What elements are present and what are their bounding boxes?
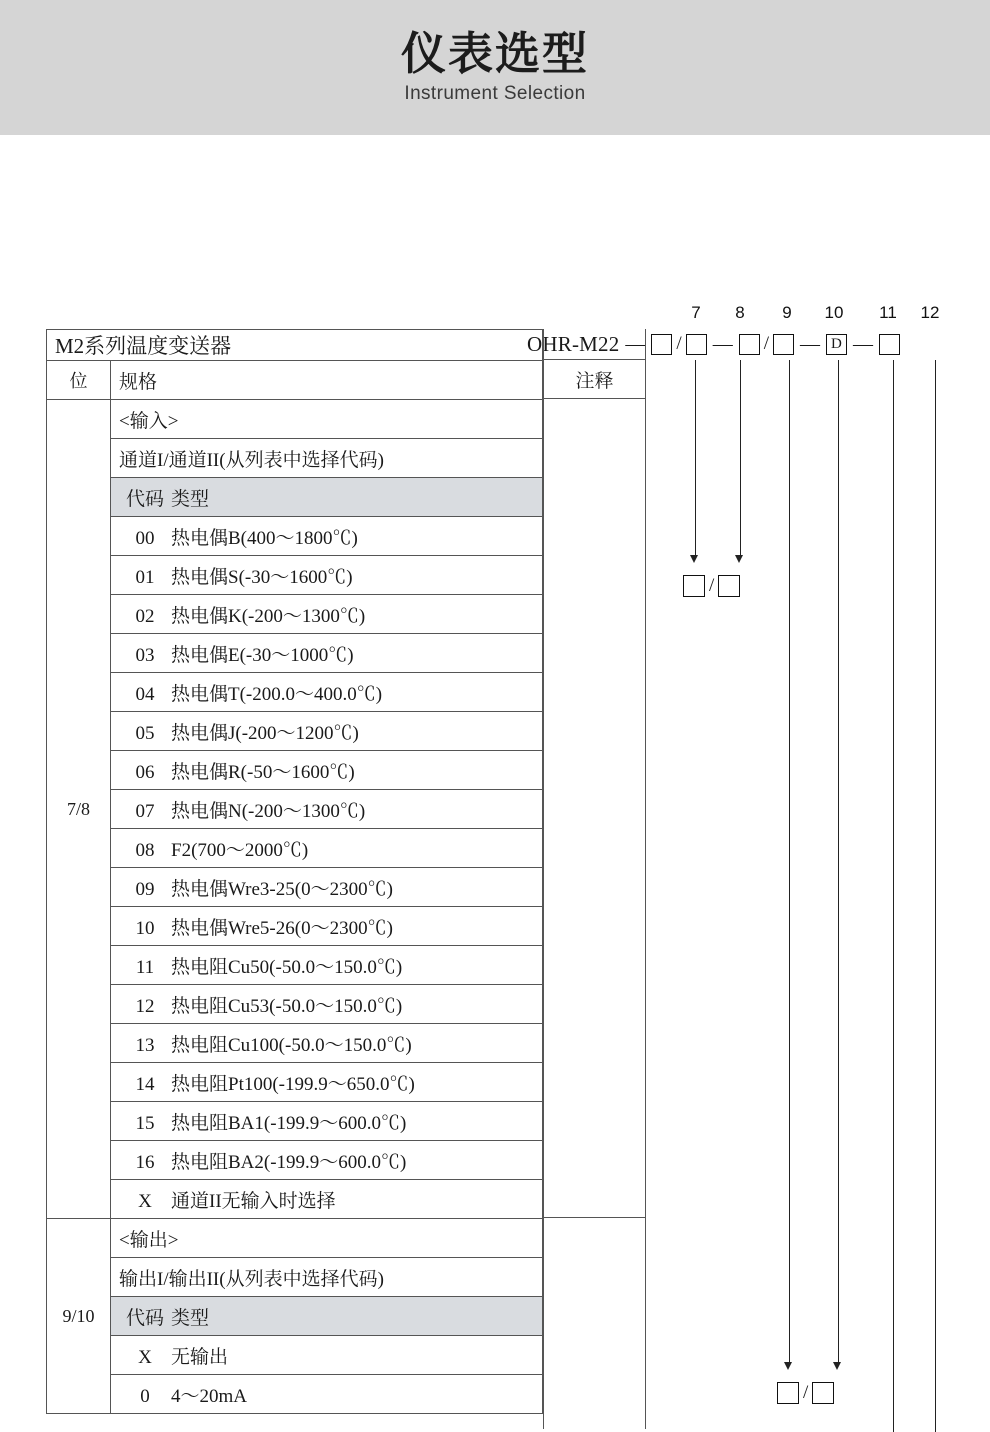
table-row[interactable] — [47, 1063, 543, 1102]
item-code: 0 — [140, 1385, 150, 1407]
item-code: 04 — [135, 683, 155, 705]
leader-line-10 — [838, 360, 839, 1365]
list-item[interactable] — [111, 985, 543, 1024]
table-row[interactable] — [47, 634, 543, 673]
table-row — [47, 1258, 543, 1297]
item-type: 热电偶Wre5-26(0～2300℃) — [171, 917, 393, 939]
code-box-11[interactable]: D — [826, 334, 847, 355]
list-item[interactable] — [111, 1180, 543, 1219]
list-item[interactable] — [111, 634, 543, 673]
table-row[interactable] — [47, 829, 543, 868]
section-position-input: 7/8 — [47, 400, 111, 1219]
code-box-12[interactable] — [879, 334, 900, 355]
item-code: X — [138, 1190, 152, 1212]
annotation-header: 注释 — [544, 360, 645, 399]
item-code: 16 — [135, 1151, 155, 1173]
table-row — [47, 1297, 543, 1336]
item-code: 09 — [135, 878, 155, 900]
item-type: 热电阻Pt100(-199.9～650.0℃) — [171, 1073, 415, 1095]
model-slash-2: / — [763, 333, 769, 354]
header-spec: 规格 — [111, 361, 543, 400]
leader-line-8 — [740, 360, 741, 558]
item-type: 无输出 — [171, 1346, 229, 1368]
code-box-9[interactable] — [739, 334, 760, 355]
list-item[interactable] — [111, 1375, 543, 1414]
table-row[interactable] — [47, 1024, 543, 1063]
item-type: 热电阻BA1(-199.9～600.0℃) — [171, 1112, 407, 1134]
list-item[interactable] — [111, 556, 543, 595]
list-header-code: 代码 — [125, 1307, 164, 1329]
table-row — [47, 400, 543, 439]
list-item[interactable] — [111, 829, 543, 868]
item-code: 08 — [135, 839, 155, 861]
section-subheading-output: 输出I/输出II(从列表中选择代码) — [111, 1258, 543, 1297]
specification-table — [46, 329, 543, 1414]
table-row[interactable] — [47, 1336, 543, 1375]
leader-line-9 — [789, 360, 790, 1365]
table-row[interactable] — [47, 1375, 543, 1414]
list-item[interactable] — [111, 517, 543, 556]
item-type: 热电偶Wre3-25(0～2300℃) — [171, 878, 393, 900]
model-dash-4: — — [852, 332, 873, 355]
input-channel-1-box[interactable] — [683, 575, 705, 597]
list-header-type: 类型 — [171, 488, 210, 510]
item-code: 12 — [135, 995, 155, 1017]
leader-line-11 — [893, 360, 894, 1432]
input-target-boxes — [683, 575, 740, 597]
code-box-7[interactable] — [651, 334, 672, 355]
leader-arrow-7 — [690, 555, 698, 563]
item-type: F2(700～2000℃) — [171, 839, 309, 861]
output-target-boxes — [777, 1382, 834, 1404]
item-code: 01 — [135, 566, 155, 588]
list-item[interactable] — [111, 1024, 543, 1063]
code-number-9: 9 — [782, 303, 792, 322]
list-item[interactable] — [111, 868, 543, 907]
code-number-7: 7 — [691, 303, 701, 322]
table-row[interactable] — [47, 673, 543, 712]
code-number-8: 8 — [735, 303, 745, 322]
list-header-output — [111, 1297, 543, 1336]
list-item[interactable] — [111, 1336, 543, 1375]
list-item[interactable] — [111, 595, 543, 634]
table-title-row — [47, 330, 543, 361]
output-channel-2-box[interactable] — [812, 1382, 834, 1404]
item-code: 06 — [135, 761, 155, 783]
code-box-10[interactable] — [773, 334, 794, 355]
code-number-12: 12 — [920, 303, 940, 322]
section-position-output: 9/10 — [47, 1219, 111, 1414]
leader-arrow-9 — [784, 1362, 792, 1370]
leader-arrow-8 — [735, 555, 743, 563]
item-code: 14 — [135, 1073, 155, 1095]
item-code: 15 — [135, 1112, 155, 1134]
item-type: 热电偶E(-30～1000℃) — [171, 644, 354, 666]
item-type: 热电偶B(400～1800℃) — [171, 527, 358, 549]
model-dash-3: — — [799, 332, 820, 355]
list-item[interactable] — [111, 751, 543, 790]
code-position-numbers — [660, 303, 980, 325]
selection-sheet — [0, 135, 990, 1407]
list-item[interactable] — [111, 1063, 543, 1102]
table-row[interactable] — [47, 868, 543, 907]
table-row[interactable] — [47, 985, 543, 1024]
item-type: 热电偶T(-200.0～400.0℃) — [171, 683, 383, 705]
item-code: X — [138, 1346, 152, 1368]
page-subtitle: Instrument Selection — [404, 83, 586, 105]
list-item[interactable] — [111, 907, 543, 946]
input-box-slash: / — [709, 575, 715, 596]
input-channel-2-box[interactable] — [718, 575, 740, 597]
section-heading-input: <输入> — [111, 400, 543, 439]
table-row — [47, 478, 543, 517]
section-heading-output: <输出> — [111, 1219, 543, 1258]
table-row[interactable] — [47, 790, 543, 829]
table-row[interactable] — [47, 712, 543, 751]
annotation-column — [543, 329, 646, 1429]
section-subheading-input: 通道I/通道II(从列表中选择代码) — [111, 439, 543, 478]
series-title: M2系列温度变送器 — [47, 330, 543, 361]
list-item[interactable] — [111, 946, 543, 985]
list-item[interactable] — [111, 790, 543, 829]
code-number-11: 11 — [879, 303, 897, 322]
item-type: 4～20mA — [171, 1385, 248, 1407]
table-row — [47, 439, 543, 478]
leader-line-7 — [695, 360, 696, 558]
item-code: 11 — [135, 956, 155, 978]
model-name: OHR-M22 — [527, 331, 620, 356]
list-item[interactable] — [111, 673, 543, 712]
item-code: 10 — [135, 917, 155, 939]
item-type: 热电阻Cu50(-50.0～150.0℃) — [171, 956, 403, 978]
table-row[interactable] — [47, 907, 543, 946]
table-row[interactable] — [47, 751, 543, 790]
annotation-title-gap — [544, 329, 645, 360]
item-type: 通道II无输入时选择 — [171, 1190, 336, 1212]
item-type: 热电阻Cu53(-50.0～150.0℃) — [171, 995, 403, 1017]
item-code: 02 — [135, 605, 155, 627]
table-header-row — [47, 361, 543, 400]
code-number-10: 10 — [824, 303, 844, 322]
output-channel-1-box[interactable] — [777, 1382, 799, 1404]
table-row[interactable] — [47, 1141, 543, 1180]
output-box-slash: / — [803, 1382, 809, 1403]
item-type: 热电偶J(-200～1200℃) — [171, 722, 359, 744]
item-type: 热电偶K(-200～1300℃) — [171, 605, 366, 627]
model-slash-1: / — [676, 333, 682, 354]
list-header-type: 类型 — [171, 1307, 210, 1329]
item-code: 00 — [135, 527, 155, 549]
item-code: 13 — [135, 1034, 155, 1056]
table-row[interactable] — [47, 556, 543, 595]
item-type: 热电偶R(-50～1600℃) — [171, 761, 355, 783]
item-code: 05 — [135, 722, 155, 744]
annotation-body-input — [544, 399, 645, 1218]
item-type: 热电偶S(-30～1600℃) — [171, 566, 353, 588]
table-row[interactable] — [47, 1102, 543, 1141]
page-title: 仪表选型 — [400, 26, 589, 80]
model-dash-2: — — [712, 332, 733, 355]
table-row[interactable] — [47, 946, 543, 985]
leader-arrow-10 — [833, 1362, 841, 1370]
list-item[interactable] — [111, 1141, 543, 1180]
table-row[interactable] — [47, 595, 543, 634]
leader-line-12 — [935, 360, 936, 1432]
list-item[interactable] — [111, 712, 543, 751]
model-dash-1: — — [625, 332, 646, 355]
item-code: 07 — [135, 800, 155, 822]
page-header-banner — [0, 0, 990, 135]
list-header-input — [111, 478, 543, 517]
item-type: 热电偶N(-200～1300℃) — [171, 800, 366, 822]
item-type: 热电阻BA2(-199.9～600.0℃) — [171, 1151, 407, 1173]
item-code: 03 — [135, 644, 155, 666]
item-type: 热电阻Cu100(-50.0～150.0℃) — [171, 1034, 412, 1056]
table-row — [47, 1219, 543, 1258]
list-item[interactable] — [111, 1102, 543, 1141]
table-row[interactable] — [47, 517, 543, 556]
list-header-code: 代码 — [125, 488, 164, 510]
code-box-8[interactable] — [686, 334, 707, 355]
header-position: 位 — [47, 361, 111, 400]
table-row[interactable] — [47, 1180, 543, 1219]
